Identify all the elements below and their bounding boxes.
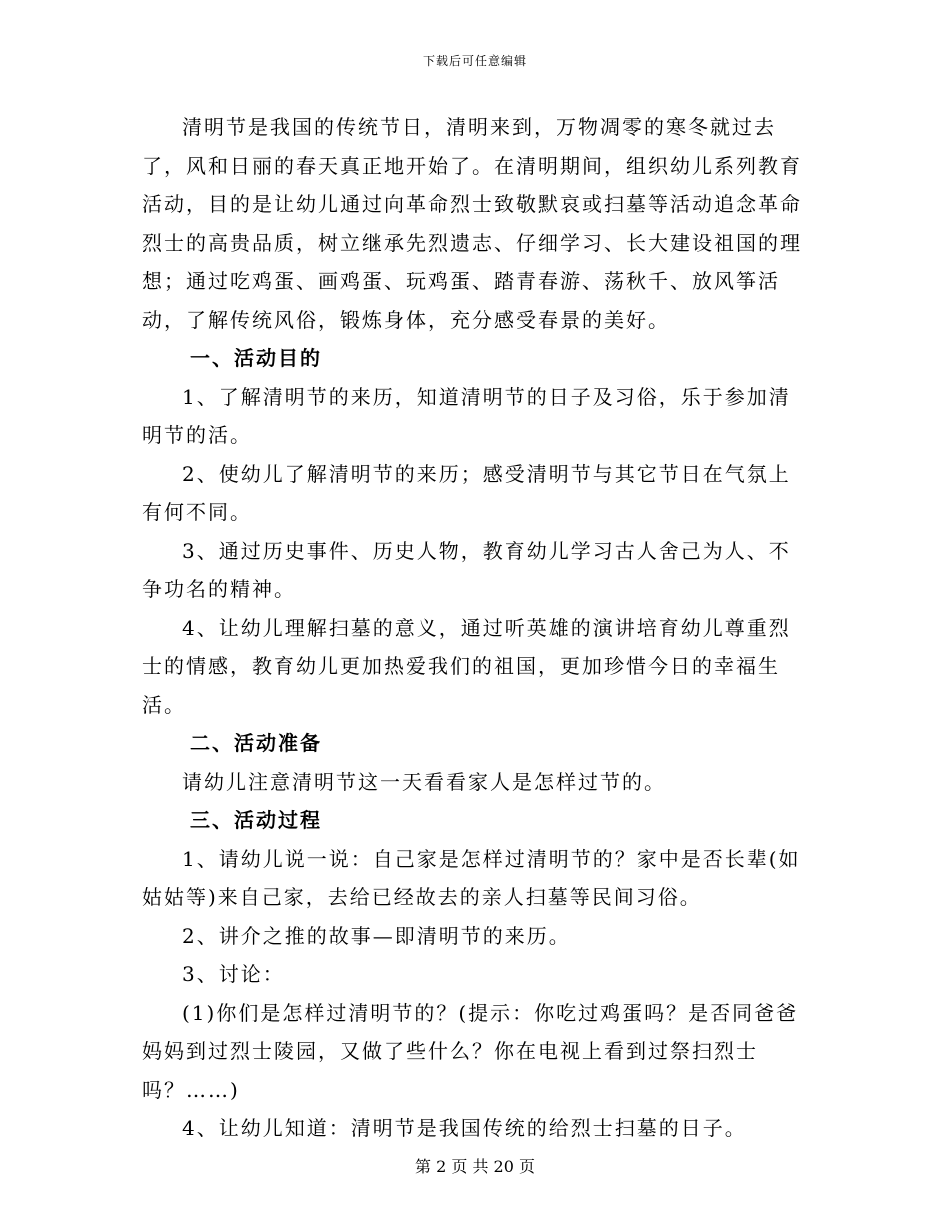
objective-item-4: 4、让幼儿理解扫墓的意义，通过听英雄的演讲培育幼儿尊重烈士的情感，教育幼儿更加热爱我们的祖国，更加珍惜今日的幸福生活。 (142, 615, 791, 717)
preparation-text: 请幼儿注意清明节这一天看看家人是怎样过节的。 (182, 769, 666, 794)
objective-item-1: 1、了解清明节的来历，知道清明节的日子及习俗，乐于参加清明节的活。 (142, 384, 791, 447)
page-number-footer: 第 2 页 共 20 页 (415, 1157, 535, 1176)
section-heading-preparation: 二、活动准备 (190, 731, 322, 755)
process-subitem-1: (1)你们是怎样过清明节的？(提示：你吃过鸡蛋吗？是否同爸爸妈妈到过烈士陵园，又做了些什么？你在电视上看到过祭扫烈士吗？……) (142, 1000, 799, 1102)
process-item-2: 2、讲介之推的故事—即清明节的来历。 (182, 923, 571, 948)
process-item-1: 1、请幼儿说一说：自己家是怎样过清明节的？家中是否长辈(如姑姑等)来自己家，去给已经故去的亲人扫墓等民间习俗。 (142, 846, 801, 909)
objective-item-2: 2、使幼儿了解清明节的来历；感受清明节与其它节日在气氛上有何不同。 (142, 461, 791, 524)
process-item-3: 3、讨论： (182, 962, 285, 986)
header-note: 下载后可任意编辑 (422, 54, 527, 68)
process-item-4: 4、让幼儿知道：清明节是我国传统的给烈士扫墓的日子。 (182, 1116, 747, 1140)
objective-item-3: 3、通过历史事件、历史人物，教育幼儿学习古人舍己为人、不争功名的精神。 (142, 538, 791, 601)
section-heading-objectives: 一、活动目的 (190, 346, 322, 370)
section-heading-process: 三、活动过程 (190, 808, 322, 832)
intro-paragraph: 清明节是我国的传统节日，清明来到，万物凋零的寒冬就过去了，风和日丽的春天真正地开始了。在清明期间，组织幼儿系列教育活动，目的是让幼儿通过向革命烈士致敬默哀或扫墓等活动追念革命烈士的高贵品质，树立继承先烈遗志、仔细学习、长大建设祖国的理想；通过吃鸡蛋、画鸡蛋、玩鸡蛋、踏青春游、荡秋千、放风筝活动，了解传统风俗，锻炼身体，充分感受春景的美好。 (142, 115, 802, 332)
document-body (142, 108, 808, 1148)
